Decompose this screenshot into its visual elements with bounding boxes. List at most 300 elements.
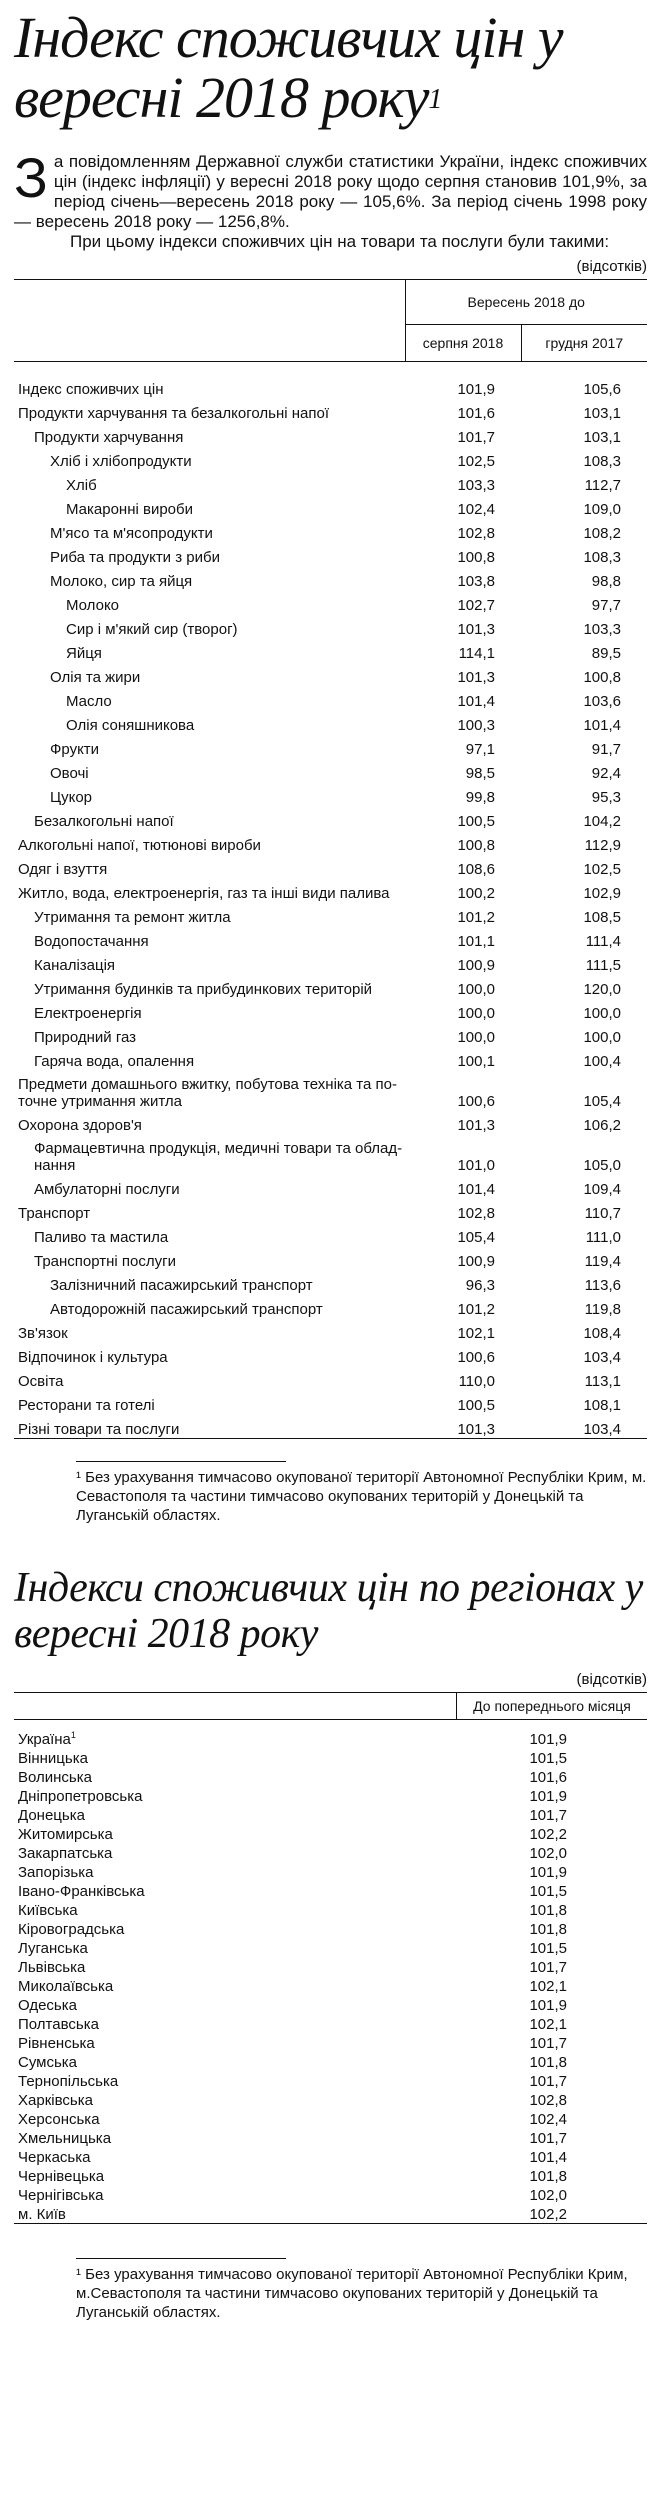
- list-item: [14, 2033, 647, 2052]
- value-aug: 100,9: [457, 957, 495, 974]
- region-value: 101,7: [529, 1959, 567, 1976]
- region-label: Вінницька: [18, 1750, 88, 1767]
- regions-table-body: [14, 1720, 647, 2224]
- region-label: Черкаська: [18, 2149, 91, 2166]
- row-label: Риба та продукти з риби: [50, 549, 220, 566]
- value-dec: 103,4: [583, 1421, 621, 1438]
- region-label: Сумська: [18, 2054, 78, 2071]
- region-name: [14, 1862, 457, 1881]
- value-dec: 89,5: [591, 645, 621, 662]
- region-value: 101,5: [529, 1883, 567, 1900]
- row-label: Цукор: [50, 789, 93, 806]
- value-aug: 99,8: [465, 789, 495, 806]
- value-dec: 106,2: [583, 1117, 621, 1134]
- region-value: 101,5: [529, 1750, 567, 1767]
- row-label: Амбулаторні послуги: [34, 1181, 180, 1198]
- region-value: 102,2: [529, 1826, 567, 1843]
- regions-unit-label: (відсотків): [576, 1671, 647, 1688]
- value-aug: 100,2: [457, 885, 495, 902]
- footnote-divider-2: [76, 2258, 286, 2259]
- row-label: Хліб: [66, 477, 97, 494]
- value-dec: 100,4: [583, 1053, 621, 1070]
- region-value: 101,8: [529, 1902, 567, 1919]
- row-label: Молоко, сир та яйця: [50, 573, 193, 590]
- value-aug: 102,8: [457, 1205, 495, 1222]
- table-row: [14, 1318, 647, 1342]
- table-row: [14, 806, 647, 830]
- region-value: 101,9: [529, 1788, 567, 1805]
- row-label: Макаронні вироби: [66, 501, 193, 518]
- value-aug: 103,8: [457, 573, 495, 590]
- row-label: Сир і м'який сир (творог): [66, 621, 238, 638]
- value-aug: 100,8: [457, 549, 495, 566]
- table-row: [14, 830, 647, 854]
- list-item: [14, 2052, 647, 2071]
- value-dec: 112,9: [584, 837, 621, 854]
- region-label: Волинська: [18, 1769, 92, 1786]
- row-label: Водопостачання: [34, 933, 149, 950]
- row-label: Алкогольні напої, тютюнові вироби: [18, 837, 261, 854]
- row-label: Гаряча вода, опалення: [34, 1053, 195, 1070]
- table-row: [14, 1414, 647, 1439]
- region-value: 101,9: [529, 1731, 567, 1748]
- value-aug: 100,6: [457, 1093, 495, 1110]
- region-value: 101,8: [529, 1921, 567, 1938]
- value-aug: 100,6: [457, 1349, 495, 1366]
- table-row: [14, 1022, 647, 1046]
- table-row: [14, 542, 647, 566]
- table-row: [14, 710, 647, 734]
- value-aug: 108,6: [457, 861, 495, 878]
- region-name: [14, 2033, 457, 2052]
- region-value: 102,0: [529, 2187, 567, 2204]
- row-label: Фармацевтична продукція, медичні товари та обладнання: [34, 1140, 403, 1174]
- region-label: Хмельницька: [18, 2130, 112, 2147]
- table-row: [14, 494, 647, 518]
- value-aug: 98,5: [465, 765, 495, 782]
- lead-text: а повідомленням Державної служби статистики України, індекс споживчих цін (індекс інфляції) у вересні 2018 року щодо серпня становив 101,9%, за період січень—вересень 2018 року — 105,6%. За період січень 1998 року — вересень 2018 року — 1256,8%.: [14, 152, 647, 231]
- region-value: 102,0: [529, 1845, 567, 1862]
- region-name: [14, 1786, 457, 1805]
- region-name: [14, 1900, 457, 1919]
- region-name: [14, 2071, 457, 2090]
- value-dec: 102,5: [583, 861, 621, 878]
- list-item: [14, 2109, 647, 2128]
- table-row: [14, 1046, 647, 1070]
- value-dec: 100,0: [583, 1005, 621, 1022]
- table-row: [14, 950, 647, 974]
- row-label: Житло, вода, електроенергія, газ та інші види палива: [18, 885, 390, 902]
- value-aug: 105,4: [457, 1229, 495, 1246]
- value-dec: 109,4: [583, 1181, 621, 1198]
- value-aug: 103,3: [457, 477, 495, 494]
- value-aug: 96,3: [465, 1277, 495, 1294]
- value-aug: 100,8: [457, 837, 495, 854]
- row-label: Безалкогольні напої: [34, 813, 174, 830]
- table-row: [14, 1070, 647, 1110]
- list-item: [14, 2185, 647, 2204]
- region-value: 101,7: [529, 2130, 567, 2147]
- list-item: [14, 1824, 647, 1843]
- region-value: 101,7: [529, 2073, 567, 2090]
- region-value: 101,5: [529, 1940, 567, 1957]
- region-name: [14, 1881, 457, 1900]
- value-aug: 100,0: [457, 981, 495, 998]
- region-label: Херсонська: [18, 2111, 100, 2128]
- value-dec: 111,4: [585, 933, 621, 950]
- value-dec: 95,3: [591, 789, 621, 806]
- row-label: Залізничний пасажирський транспорт: [50, 1277, 313, 1294]
- row-label: Яйця: [66, 645, 102, 662]
- region-name: [14, 2052, 457, 2071]
- list-item: [14, 1957, 647, 1976]
- region-label: Донецька: [18, 1807, 85, 1824]
- table-row: [14, 782, 647, 806]
- value-aug: 101,3: [457, 621, 495, 638]
- table-row: [14, 662, 647, 686]
- value-dec: 108,2: [583, 525, 621, 542]
- value-dec: 109,0: [583, 501, 621, 518]
- cpi-table-body: [14, 362, 647, 1439]
- value-dec: 100,0: [583, 1029, 621, 1046]
- region-value: 101,7: [529, 2035, 567, 2052]
- region-name: [14, 1938, 457, 1957]
- region-label: Львівська: [18, 1959, 86, 1976]
- region-value: 102,1: [529, 2016, 567, 2033]
- region-value: 101,9: [529, 1864, 567, 1881]
- table-row: [14, 1198, 647, 1222]
- region-label: Запорізька: [18, 1864, 94, 1881]
- table-row: [14, 734, 647, 758]
- list-item: [14, 2071, 647, 2090]
- table-row: [14, 974, 647, 998]
- table-row: [14, 398, 647, 422]
- row-label: Олія та жири: [50, 669, 141, 686]
- region-name: [14, 1995, 457, 2014]
- table-row: [14, 998, 647, 1022]
- value-dec: 103,6: [583, 693, 621, 710]
- value-dec: 108,5: [583, 909, 621, 926]
- row-label: Транспорт: [18, 1205, 91, 1222]
- value-aug: 101,3: [457, 1421, 495, 1438]
- region-value: 101,9: [529, 1997, 567, 2014]
- table-row: [14, 1390, 647, 1414]
- row-label: Предмети домашнього вжитку, побутова техніка та поточне утримання житла: [18, 1076, 397, 1110]
- value-aug: 97,1: [465, 741, 495, 758]
- list-item: [14, 2014, 647, 2033]
- table-header-col2: грудня 2017: [521, 325, 647, 362]
- footnote-2: ¹ Без урахування тимчасово окупованої території Автономної Республіки Крим, м.Севастополя та частини тимчасово окупованих територій у Донецькій та Луганській областях.: [76, 2266, 628, 2321]
- region-label: Івано-Франківська: [18, 1883, 145, 1900]
- row-label: Утримання будинків та прибудинкових територій: [34, 981, 373, 998]
- lead-paragraph: [14, 146, 647, 232]
- table-row: [14, 1110, 647, 1134]
- value-aug: 101,3: [457, 1117, 495, 1134]
- region-label: Харківська: [18, 2092, 93, 2109]
- region-label: Чернігівська: [18, 2187, 104, 2204]
- region-label: Миколаївська: [18, 1978, 114, 1995]
- row-label: Хліб і хлібопродукти: [50, 453, 192, 470]
- row-label: Фрукти: [50, 741, 100, 758]
- footnote-1: ¹ Без урахування тимчасово окупованої території Автономної Республіки Крим, м. Севастополя та частини тимчасово окупованих територій у Донецькій та Луганській областях.: [76, 1469, 647, 1524]
- value-dec: 111,5: [585, 957, 621, 974]
- value-dec: 108,1: [583, 1397, 621, 1414]
- value-aug: 101,0: [457, 1157, 495, 1174]
- region-name: [14, 2109, 457, 2128]
- value-dec: 113,1: [584, 1373, 621, 1390]
- value-aug: 101,4: [457, 693, 495, 710]
- list-item: [14, 1720, 647, 1749]
- value-dec: 111,0: [585, 1229, 621, 1246]
- regions-header: До попереднього місяця: [457, 1693, 648, 1720]
- region-label: м. Київ: [18, 2206, 66, 2223]
- value-aug: 100,5: [457, 1397, 495, 1414]
- table-row: [14, 638, 647, 662]
- region-name: [14, 1720, 457, 1749]
- row-label: Ресторани та готелі: [18, 1397, 155, 1414]
- table-row: [14, 1246, 647, 1270]
- regions-title: Індекси споживчих цін по регіонах у вересні 2018 року: [14, 1565, 643, 1657]
- region-label: Луганська: [18, 1940, 88, 1957]
- table-row: [14, 926, 647, 950]
- region-value: 102,1: [529, 1978, 567, 1995]
- list-item: [14, 1995, 647, 2014]
- region-label: Київська: [18, 1902, 78, 1919]
- value-dec: 105,0: [583, 1157, 621, 1174]
- intro-paragraph: При цьому індекси споживчих цін на товари та послуги були такими:: [70, 232, 610, 251]
- row-label: Продукти харчування та безалкогольні напої: [18, 405, 329, 422]
- value-aug: 101,4: [457, 1181, 495, 1198]
- table-row: [14, 518, 647, 542]
- value-dec: 120,0: [583, 981, 621, 998]
- value-dec: 108,3: [583, 549, 621, 566]
- value-dec: 105,4: [583, 1093, 621, 1110]
- list-item: [14, 2090, 647, 2109]
- row-label: Електроенергія: [34, 1005, 142, 1022]
- list-item: [14, 1748, 647, 1767]
- value-dec: 98,8: [591, 573, 621, 590]
- value-dec: 108,3: [583, 453, 621, 470]
- table-header-blank: [14, 280, 405, 362]
- region-name: [14, 1957, 457, 1976]
- table-row: [14, 362, 647, 399]
- table-row: [14, 1294, 647, 1318]
- regions-table: [14, 1692, 647, 2224]
- table-row: [14, 878, 647, 902]
- region-name: [14, 2147, 457, 2166]
- value-aug: 114,1: [458, 645, 495, 662]
- table-row: [14, 686, 647, 710]
- table-row: [14, 758, 647, 782]
- region-label: Одеська: [18, 1997, 77, 2014]
- region-value: 101,8: [529, 2054, 567, 2071]
- value-dec: 100,8: [583, 669, 621, 686]
- value-dec: 112,7: [584, 477, 621, 494]
- row-label: Молоко: [66, 597, 120, 614]
- region-label: Тернопільська: [18, 2073, 119, 2090]
- region-label: Полтавська: [18, 2016, 99, 2033]
- table-row: [14, 1342, 647, 1366]
- region-value: 101,6: [529, 1769, 567, 1786]
- region-name: [14, 2185, 457, 2204]
- row-label: Одяг і взуття: [18, 861, 108, 878]
- list-item: [14, 1786, 647, 1805]
- region-name: [14, 2128, 457, 2147]
- value-aug: 101,3: [457, 669, 495, 686]
- list-item: [14, 1843, 647, 1862]
- row-label: Охорона здоров'я: [18, 1117, 142, 1134]
- list-item: [14, 1862, 647, 1881]
- list-item: [14, 1938, 647, 1957]
- region-name: [14, 1976, 457, 1995]
- value-aug: 100,0: [457, 1029, 495, 1046]
- unit-label: (відсотків): [576, 258, 647, 275]
- region-label: Україна: [18, 1731, 71, 1748]
- region-label: Кіровоградська: [18, 1921, 125, 1938]
- table-row: [14, 902, 647, 926]
- region-value: 101,8: [529, 2168, 567, 2185]
- region-name: [14, 1919, 457, 1938]
- region-name: [14, 2090, 457, 2109]
- value-dec: 119,4: [584, 1253, 621, 1270]
- value-dec: 103,1: [583, 405, 621, 422]
- row-label: Продукти харчування: [34, 429, 184, 446]
- list-item: [14, 1900, 647, 1919]
- region-label: Рівненська: [18, 2035, 95, 2052]
- region-value: 102,4: [529, 2111, 567, 2128]
- region-value: 101,7: [529, 1807, 567, 1824]
- main-title: Індекс споживчих цін у вересні 2018 року$^1$: [14, 5, 563, 130]
- value-dec: 113,6: [584, 1277, 621, 1294]
- region-name: [14, 2166, 457, 2185]
- table-row: [14, 854, 647, 878]
- footnote-divider: [76, 1461, 286, 1462]
- region-name: [14, 1843, 457, 1862]
- list-item: [14, 2166, 647, 2185]
- table-row: [14, 1222, 647, 1246]
- value-aug: 100,3: [457, 717, 495, 734]
- list-item: [14, 1976, 647, 1995]
- row-label: Природний газ: [34, 1029, 137, 1046]
- row-label: Відпочинок і культура: [18, 1349, 168, 1366]
- value-dec: 108,4: [583, 1325, 621, 1342]
- region-name: [14, 1824, 457, 1843]
- value-aug: 101,2: [457, 909, 495, 926]
- value-dec: 105,6: [583, 381, 621, 398]
- table-row: [14, 1174, 647, 1198]
- region-label: Дніпропетровська: [18, 1788, 143, 1805]
- row-label: Індекс споживчих цін: [18, 381, 164, 398]
- region-label: Закарпатська: [18, 1845, 113, 1862]
- value-dec: 101,4: [583, 717, 621, 734]
- row-label: Автодорожній пасажирський транспорт: [50, 1301, 323, 1318]
- table-row: [14, 566, 647, 590]
- region-value: 101,4: [529, 2149, 567, 2166]
- title-footnote-mark: 1: [428, 84, 442, 115]
- region-value: 102,2: [529, 2206, 567, 2223]
- region-label: Житомирська: [18, 1826, 113, 1843]
- table-row: [14, 614, 647, 638]
- list-item: [14, 2204, 647, 2224]
- value-dec: 103,1: [583, 429, 621, 446]
- table-header-col1: серпня 2018: [405, 325, 521, 362]
- row-label: Олія соняшникова: [66, 717, 195, 734]
- value-aug: 110,0: [458, 1373, 495, 1390]
- value-dec: 103,3: [583, 621, 621, 638]
- row-label: Освіта: [18, 1373, 64, 1390]
- list-item: [14, 1919, 647, 1938]
- list-item: [14, 2147, 647, 2166]
- region-name: [14, 1767, 457, 1786]
- row-label: Різні товари та послуги: [18, 1421, 180, 1438]
- value-aug: 102,4: [457, 501, 495, 518]
- value-aug: 101,2: [457, 1301, 495, 1318]
- region-name: [14, 2204, 457, 2224]
- value-aug: 102,5: [457, 453, 495, 470]
- list-item: [14, 1881, 647, 1900]
- row-label: Зв'язок: [18, 1325, 68, 1342]
- value-aug: 101,6: [457, 405, 495, 422]
- value-dec: 104,2: [583, 813, 621, 830]
- value-aug: 102,7: [457, 597, 495, 614]
- value-dec: 102,9: [583, 885, 621, 902]
- table-row: [14, 1270, 647, 1294]
- row-label: М'ясо та м'ясопродукти: [50, 525, 213, 542]
- region-name: [14, 1805, 457, 1824]
- list-item: [14, 1805, 647, 1824]
- region-label: Чернівецька: [18, 2168, 105, 2185]
- value-dec: 110,7: [584, 1205, 621, 1222]
- regions-header-blank: [14, 1693, 457, 1720]
- region-value: 102,8: [529, 2092, 567, 2109]
- value-aug: 100,9: [457, 1253, 495, 1270]
- footnote-mark: 1: [70, 1730, 76, 1740]
- row-label: Каналізація: [34, 957, 116, 974]
- value-aug: 100,5: [457, 813, 495, 830]
- value-aug: 102,8: [457, 525, 495, 542]
- region-name: [14, 2014, 457, 2033]
- region-name: [14, 1748, 457, 1767]
- table-row: [14, 470, 647, 494]
- value-dec: 91,7: [591, 741, 621, 758]
- row-label: Овочі: [50, 765, 89, 782]
- table-row: [14, 422, 647, 446]
- table-header-group: Вересень 2018 до: [405, 280, 647, 325]
- value-aug: 102,1: [457, 1325, 495, 1342]
- value-aug: 100,0: [457, 1005, 495, 1022]
- list-item: [14, 2128, 647, 2147]
- table-row: [14, 1366, 647, 1390]
- value-dec: 97,7: [591, 597, 621, 614]
- row-label: Паливо та мастила: [34, 1229, 169, 1246]
- row-label: Транспортні послуги: [34, 1253, 176, 1270]
- value-dec: 103,4: [583, 1349, 621, 1366]
- value-dec: 119,8: [584, 1301, 621, 1318]
- value-aug: 101,9: [457, 381, 495, 398]
- value-aug: 101,7: [457, 429, 495, 446]
- cpi-table: [14, 279, 647, 1439]
- table-row: [14, 446, 647, 470]
- table-row: [14, 590, 647, 614]
- value-dec: 92,4: [591, 765, 621, 782]
- row-label: Масло: [66, 693, 112, 710]
- table-row: [14, 1134, 647, 1174]
- list-item: [14, 1767, 647, 1786]
- drop-cap: З: [14, 146, 48, 209]
- row-label: Утримання та ремонт житла: [34, 909, 231, 926]
- value-aug: 101,1: [457, 933, 495, 950]
- value-aug: 100,1: [457, 1053, 495, 1070]
